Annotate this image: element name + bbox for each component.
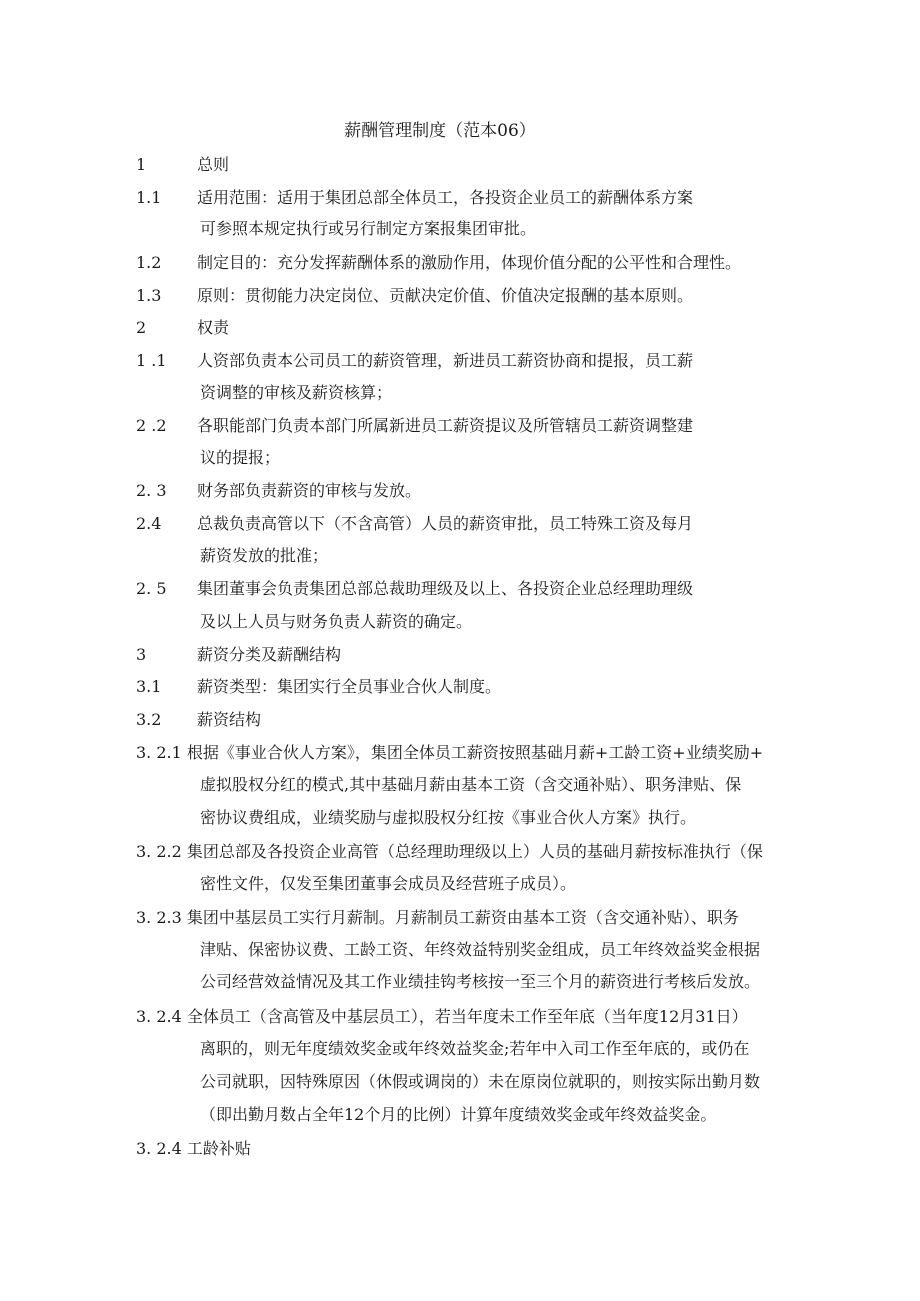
clause-number: 3.2 xyxy=(136,710,162,729)
clause-number: 2. 5 xyxy=(136,579,167,598)
clause-text: 3. 2.3 集团中基层员工实行月薪制。月薪制员工薪资由基本工资（含交通补贴）、职务 xyxy=(136,908,739,927)
clause-text: 公司经营效益情况及其工作业绩挂钩考核按一至三个月的薪资进行考核后发放。 xyxy=(200,972,761,991)
clause-text: 及以上人员与财务负责人薪资的确定。 xyxy=(200,612,473,631)
clause-text: 总裁负责高管以下（不含高管）人员的薪资审批，员工特殊工资及每月 xyxy=(197,514,694,533)
clause-text: 虚拟股权分红的模式,其中基础月薪由基本工资（含交通补贴）、职务津贴、保 xyxy=(200,775,742,794)
clause-text: 总则 xyxy=(197,155,230,174)
clause-text: 离职的，则无年度绩效奖金或年终效益奖金;若年中入司工作至年底的，或仍在 xyxy=(200,1039,750,1058)
clause-text: 薪资结构 xyxy=(197,710,262,729)
clause-text: 可参照本规定执行或另行制定方案报集团审批。 xyxy=(200,219,537,238)
clause-number: 1.3 xyxy=(136,286,162,305)
clause-number: 3 xyxy=(136,645,147,664)
clause-text: 各职能部门负责本部门所属新进员工薪资提议及所管辖员工薪资调整建 xyxy=(197,416,694,435)
clause-number: 2 xyxy=(136,318,147,337)
clause-text: 资调整的审核及薪资核算； xyxy=(200,383,393,402)
clause-text: 3. 2.1 根据《事业合伙人方案》，集团全体员工薪资按照基础月薪+工龄工资+业绩奖励+ xyxy=(136,743,764,762)
clause-number: 2. 3 xyxy=(136,481,167,500)
clause-text: 津贴、保密协议费、工龄工资、年终效益特别奖金组成，员工年终效益奖金根据 xyxy=(200,940,761,959)
clause-text: 薪资发放的批准； xyxy=(200,546,329,565)
clause-number: 1.1 xyxy=(136,188,162,207)
clause-text: 制定目的：充分发挥薪酬体系的激励作用，体现价值分配的公平性和合理性。 xyxy=(197,253,742,272)
clause-text: 密协议费组成，业绩奖励与虚拟股权分红按《事业合伙人方案》执行。 xyxy=(200,808,697,827)
clause-text: 议的提报； xyxy=(200,448,281,467)
clause-text: 薪资分类及薪酬结构 xyxy=(197,645,342,664)
clause-text: 集团董事会负责集团总部总裁助理级及以上、各投资企业总经理助理级 xyxy=(197,579,694,598)
clause-text: 适用范围：适用于集团总部全体员工，各投资企业员工的薪酬体系方案 xyxy=(197,188,694,207)
clause-number: 2 .2 xyxy=(136,416,167,435)
document-title: 薪酬管理制度（范本06） xyxy=(344,121,536,141)
clause-text: 公司就职，因特殊原因（休假或调岗的）未在原岗位就职的，则按实际出勤月数 xyxy=(200,1072,761,1091)
clause-number: 1 .1 xyxy=(136,351,167,370)
clause-number: 2.4 xyxy=(136,514,162,533)
clause-text: 3. 2.4 全体员工（含高管及中基层员工），若当年度未工作至年底（当年度12月31日） xyxy=(136,1007,748,1026)
clause-text: 3. 2.4 工龄补贴 xyxy=(136,1139,251,1158)
clause-number: 3.1 xyxy=(136,677,162,696)
clause-text: 3. 2.2 集团总部及各投资企业高管（总经理助理级以上）人员的基础月薪按标准执行（保 xyxy=(136,842,763,861)
clause-text: （即出勤月数占全年12个月的比例）计算年度绩效奖金或年终效益奖金。 xyxy=(200,1105,717,1124)
clause-text: 权责 xyxy=(197,318,230,337)
clause-text: 人资部负责本公司员工的薪资管理，新进员工薪资协商和提报，员工薪 xyxy=(197,351,694,370)
clause-text: 原则：贯彻能力决定岗位、贡献决定价值、价值决定报酬的基本原则。 xyxy=(197,286,694,305)
clause-number: 1 xyxy=(136,155,147,174)
clause-text: 财务部负责薪资的审核与发放。 xyxy=(197,481,422,500)
clause-text: 密性文件，仅发至集团董事会成员及经营班子成员）。 xyxy=(200,874,577,893)
clause-number: 1.2 xyxy=(136,253,162,272)
clause-text: 薪资类型：集团实行全员事业合伙人制度。 xyxy=(197,677,502,696)
